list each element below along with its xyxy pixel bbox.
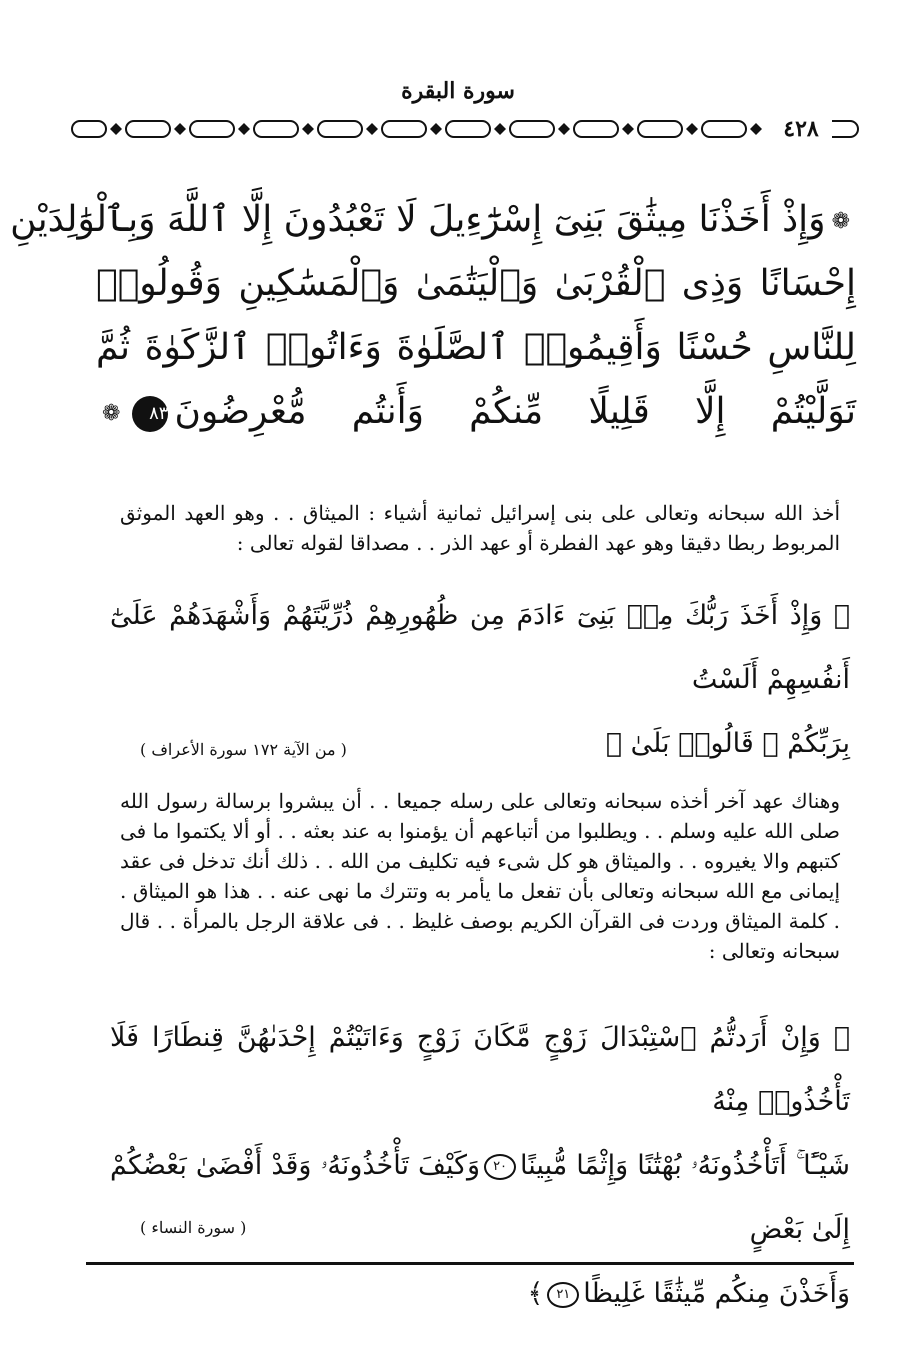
quoted-verse-text: وَكَيْفَ تَأْخُذُونَهُۥ وَقَدْ أَفْضَىٰ بَعْضُكُمْ إِلَىٰ بَعْضٍ (110, 1150, 850, 1245)
quoted-verse-text: شَيْـًٔا ۚ أَتَأْخُذُونَهُۥ بُهْتَٰنًا وَإِثْمًا مُّبِينًا (520, 1150, 850, 1181)
commentary-paragraph (120, 786, 840, 966)
commentary-text: أخذ الله سبحانه وتعالى على بنى إسرائيل ثمانية أشياء : الميثاق . . وهو العهد الموثق المربوط ربطا دقيقا وهو عهد الفطرة أو عهد الذر . . مصداقا لقوله تعالى : (120, 501, 840, 555)
commentary-paragraph (120, 498, 840, 558)
quoted-verse-line: ﴿ وَإِذْ أَخَذَ رَبُّكَ مِنۢ بَنِىٓ ءَادَمَ مِن ظُهُورِهِمْ ذُرِّيَّتَهُمْ وَأَشْهَدَهُمْ عَلَىٰٓ أَنفُسِهِمْ أَلَسْتُ (110, 600, 850, 695)
quran-verse-block (10, 188, 856, 444)
verse-line: لِلنَّاسِ حُسْنًا وَأَقِيمُوا۟ ٱلصَّلَوٰةَ وَءَاتُوا۟ ٱلزَّكَوٰةَ ثُمَّ (96, 327, 856, 368)
verse-start-ornament-icon: ❁ (831, 209, 850, 234)
verse-line (96, 380, 856, 444)
quoted-verse-line: ﴿ وَإِنْ أَرَدتُّمُ ٱسْتِبْدَالَ زَوْجٍ مَّكَانَ زَوْجٍ وَءَاتَيْتُمْ إِحْدَىٰهُنَّ قِنطَارًا فَلَا تَأْخُذُوا۟ مِنْهُ (110, 1022, 850, 1117)
ayah-number-marker: ٢١ (547, 1282, 579, 1308)
quoted-verse-line (110, 1262, 850, 1326)
verse-line (10, 188, 856, 252)
verse-end-ornament-icon: ❁ (102, 401, 121, 426)
surah-title: سورة البقرة (401, 78, 515, 104)
verse-reference: ( من الآية ١٧٢ سورة الأعراف ) (140, 740, 347, 759)
verse-line-text: وَإِذْ أَخَذْنَا مِيثَٰقَ بَنِىٓ إِسْرَٰٓءِيلَ لَا تَعْبُدُونَ إِلَّا ٱللَّهَ وَبِٱلْوَٰلِدَيْنِ (10, 199, 826, 240)
page-number: ٤٢٨ (770, 112, 832, 146)
quoted-verse-nisa (110, 1006, 850, 1326)
quoted-verse-text: وَأَخَذْنَ مِنكُم مِّيثَٰقًا غَلِيظًا (583, 1278, 850, 1309)
commentary-text: وهناك عهد آخر أخذه سبحانه وتعالى على رسله جميعا . . أن يبشروا برسالة رسول الله صلى الله عليه وسلم . . ويطلبوا من أتباعهم أن يؤمنوا به عند بعثه . . أو ألا يكتموا ما فى كتبهم والا يغيروه . . والميثاق هو كل شىء فيه تكليف من الله . . ذلك أنك تدخل فى عقد إيمانى مع الله سبحانه وتعالى بأن تفعل ما يأمر به وتترك ما نهى عنه . . هذا هو الميثاق . . كلمة الميثاق وردت فى القرآن الكريم بوصف غليظ . . فى علاقة الرجل بالمرأة . . قال سبحانه وتعالى : (120, 789, 841, 963)
quoted-verse-line (110, 1134, 850, 1262)
verse-line: إِحْسَانًا وَذِى ٱلْقُرْبَىٰ وَٱلْيَتَٰمَىٰ وَٱلْمَسَٰكِينِ وَقُولُوا۟ (96, 263, 856, 304)
ayah-number-marker: ٨٣ (132, 396, 168, 432)
ayah-number-marker: ٢٠ (484, 1154, 516, 1180)
decorative-border (70, 112, 860, 146)
bottom-rule (86, 1262, 854, 1265)
closing-bracket-icon: ﴾ (527, 1278, 544, 1309)
verse-reference: ( سورة النساء ) (140, 1218, 247, 1237)
quoted-verse-line: بِرَبِّكُمْ ۖ قَالُوا۟ بَلَىٰ ﴾ (605, 728, 850, 759)
verse-line-text: تَوَلَّيْتُمْ إِلَّا قَلِيلًا مِّنكُمْ وَأَنتُم مُّعْرِضُونَ (174, 391, 856, 432)
